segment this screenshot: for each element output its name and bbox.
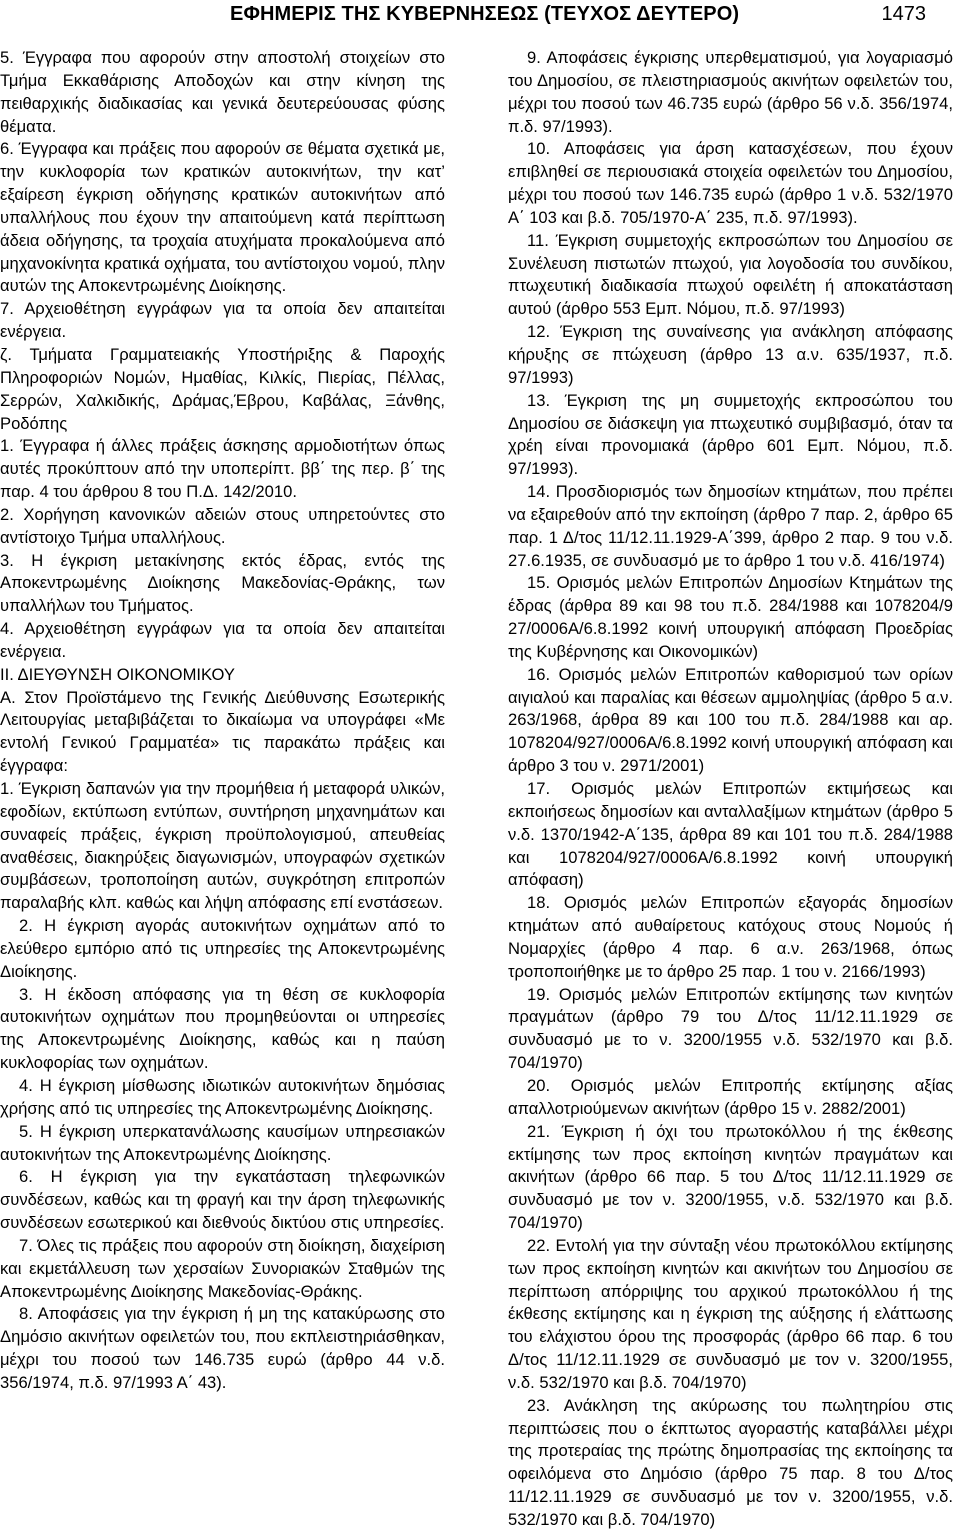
paragraph: 17. Ορισμός μελών Επιτροπών εκτιμήσεως και εκποιήσεως δημοσίων και ανταλλαξίμων κτημάτων (άρθρο 5 ν.δ. 1370/1942-Α΄135, άρθρα 89 και 101 του π.δ. 284/1988 και 1078204/927/0006Α/6.8.1992 κοινή υπουργική απόφαση) (508, 779, 953, 890)
paragraph: 7. Όλες τις πράξεις που αφορούν στη διοίκηση, διαχείριση και εκμετάλλευση των χερσαίων Συνοριακών Σταθμών της Αποκεντρωμένης Διοίκησης Μακεδονίας-Θράκης. (0, 1235, 446, 1301)
paragraph: 5. Η έγκριση υπερκατανάλωσης καυσίμων υπηρεσιακών αυτοκινήτων της Αποκεντρωμένης Διοίκησης. (0, 1121, 445, 1164)
paragraph: 2. Χορήγηση κανονικών αδειών στους υπηρετούντες στο αντίστοιχο Τμήμα υπαλλήλους. (0, 504, 445, 547)
paragraph: 3. Η έκδοση απόφασης για τη θέση σε κυκλοφορία αυτοκινήτων οχημάτων που προμηθεύονται οι υπηρεσίες της Αποκεντρωμένης Διοίκησης, καθώς και η παύση κυκλοφορίας των οχημάτων. (0, 984, 445, 1073)
paragraph: 9. Αποφάσεις έγκρισης υπερθεματισμού, για λογαριασμό του Δημοσίου, σε πλειστηριασμούς ακινήτων οφειλετών του, μέχρι του ποσού των 46.735 ευρώ (άρθρο 56 ν.δ. 356/1974, π.δ. 97/1993). (508, 48, 953, 136)
paragraph: 6. Έγγραφα και πράξεις που αφορούν σε θέματα σχετικά με, την κυκλοφορία των κρατικών αυτοκινήτων, την κατ’ εξαίρεση έγκριση οδήγησης κρατικών αυτοκινήτων από υπαλλήλους που έχουν την απαιτούμενη κατά περίπτωση άδεια οδήγησης, τα τροχαία ατυχήματα προκαλούμενα από μηχανοκίνητα κρατικά οχήματα, του αντίστοιχου νομού, πλην αυτών της Αποκεντρωμένης Διοίκησης. (0, 139, 445, 296)
paragraph: 8. Αποφάσεις για την έγκριση ή μη της κατακύρωσης στο Δημόσιο ακινήτων οφειλετών του, που εκπλειστηριάσθηκαν, μέχρι του ποσού των 146.735 ευρώ (άρθρο 44 ν.δ. 356/1974, π.δ. 97/1993 Α΄ 43). (0, 1304, 445, 1392)
paragraph: 16. Ορισμός μελών Επιτροπών καθορισμού των ορίων αιγιαλού και παραλίας και θέσεων αμμοληψίας (άρθρο 5 α.ν. 263/1968, άρθρα 89 και 100 του π.δ. 284/1988 και αρ. 1078204/927/0006Α/6.8.1992 κοινή υπουργική απόφαση και άρθρο 3 του ν. 2971/2001) (508, 664, 953, 776)
page-number: 1473 (881, 3, 926, 25)
paragraph: 12. Έγκριση της συναίνεσης για ανάκληση απόφασης κήρυξης σε πτώχευση (άρθρο 13 α.ν. 635/1937, π.δ. 97/1993) (508, 322, 953, 387)
paragraph: 18. Ορισμός μελών Επιτροπών εξαγοράς δημοσίων κτημάτων από αυθαίρετους κατόχους στους Νομούς ή Νομαρχίες (άρθρο 4 παρ. 6 α.ν. 263/1968, όπως τροποποιήθηκε με το άρθρο 25 παρ. 1 του ν. 2166/1993) (508, 893, 953, 981)
paragraph: 7. Αρχειοθέτηση εγγράφων για τα οποία δεν απαιτείται ενέργεια. (0, 299, 445, 342)
page-header (0, 0, 960, 44)
right-column (508, 47, 953, 1532)
paragraph: 4. Η έγκριση μίσθωσης ιδιωτικών αυτοκινήτων δημόσιας χρήσης από τις υπηρεσίες της Αποκεντρωμένης Διοίκησης. (0, 1075, 445, 1118)
paragraph: 6. Η έγκριση για την εγκατάσταση τηλεφωνικών συνδέσεων, καθώς και τη φραγή και την άρση τηλεφωνικής συνδέσεων εσωτερικού και διεθνούς δικτύου στις υπηρεσίες. (0, 1167, 445, 1233)
gazette-title: ΕΦΗΜΕΡΙΣ ΤΗΣ ΚΥΒΕΡΝΗΣΕΩΣ (ΤΕΥΧΟΣ ΔΕΥΤΕΡΟ) (230, 3, 740, 25)
paragraph: 22. Εντολή για την σύνταξη νέου πρωτοκόλλου εκτίμησης των προς εκποίηση κινητών και ακινήτων του Δημοσίου σε περίπτωση απόρριψης του αρχικού πρωτοκόλλου ή της έκθεσης εκτίμησης και η έγκριση της αύξησης ή ελάττωσης του ελάχιστου όρου της προσφοράς (άρθρο 66 παρ. 6 του Δ/τος 11/12.11.1929 σε συνδυασμό με τον ν. 3200/1955, ν.δ. 532/1970 και β.δ. 704/1970) (508, 1235, 953, 1392)
section-heading: ζ. Τμήματα Γραμματειακής Υποστήριξης & Παροχής Πληροφοριών Νομών, Ημαθίας, Κιλκίς, Πιερίας, Πέλλας, Σερρών, Χαλκιδικής, Δράμας,Έβρου, Καβάλας, Ξάνθης, Ροδόπης (0, 344, 445, 433)
paragraph: 1. Έγγραφα ή άλλες πράξεις άσκησης αρμοδιοτήτων όπως αυτές προκύπτουν από την υποπερίπτ. ββ΄ της περ. β΄ της παρ. 4 του άρθρου 8 του Π.Δ. 142/2010. (0, 436, 445, 502)
left-column (0, 47, 445, 1395)
paragraph: 14. Προσδιορισμός των δημοσίων κτημάτων, που πρέπει να εξαιρεθούν από την εκποίηση (άρθρο 7 παρ. 2, άρθρο 65 παρ. 1 Δ/τος 11/12.11.1929-Α΄399, άρθρο 2 παρ. 9 του ν.δ. 27.6.1935, σε συνδυασμό με το άρθρο 1 του ν.δ. 416/1974) (508, 482, 953, 570)
paragraph: 15. Ορισμός μελών Επιτροπών Δημοσίων Κτημάτων της έδρας (άρθρα 89 και 98 του π.δ. 284/1988 και 1078204/9 27/0006Α/6.8.1992 κοινή υπουργική απόφαση Προεδρίας της Κυβέρνησης και Οικονομικών) (508, 573, 953, 661)
paragraph: 4. Αρχειοθέτηση εγγράφων για τα οποία δεν απαιτείται ενέργεια. (0, 619, 445, 661)
paragraph: 11. Έγκριση συμμετοχής εκπροσώπων του Δημοσίου σε Συνέλευση πιστωτών πτωχού, για λογοδοσία του συνδίκου, πτωχευτική διαδικασία πτωχού οφειλέτη ή αποκατάσταση αυτού (άρθρο 553 Εμπ. Νόμου, π.δ. 97/1993) (508, 230, 953, 319)
section-heading: ΙΙ. ΔΙΕΥΘΥΝΣΗ ΟΙΚΟΝΟΜΙΚΟΥ (0, 664, 236, 684)
paragraph: 2. Η έγκριση αγοράς αυτοκινήτων οχημάτων από το ελεύθερο εμπόριο από τις υπηρεσίες της Αποκεντρωμένης Διοίκησης. (0, 916, 445, 981)
paragraph: 20. Ορισμός μελών Επιτροπής εκτίμησης αξίας απαλλοτριούμενων ακινήτων (άρθρο 15 ν. 2882/2001) (508, 1075, 953, 1118)
paragraph: 10. Αποφάσεις για άρση κατασχέσεων, που έχουν επιβληθεί σε περιουσιακά στοιχεία οφειλετών του Δημοσίου, μέχρι του ποσού των 146.735 ευρώ (άρθρο 1 ν.δ. 532/1970 Α΄ 103 και β.δ. 705/1970-Α΄ 235, π.δ. 97/1993). (508, 139, 953, 227)
paragraph: 13. Έγκριση της μη συμμετοχής εκπροσώπου του Δημοσίου σε διάσκεψη για πτωχευτικό συμβιβασμό, όταν τα χρέη είναι προνομιακά (άρθρο 601 Εμπ. Νόμου, π.δ. 97/1993). (508, 390, 953, 479)
paragraph: 23. Ανάκληση της ακύρωσης του πωλητηρίου στις περιπτώσεις που ο έκπτωτος αγοραστής καταβάλλει μέχρι της προτεραίας της πρώτης δημοπρασίας της εκποίησης τα οφειλόμενα στο Δημόσιο (άρθρο 75 παρ. 8 του Δ/τος 11/12.11.1929 σε συνδυασμό με τον ν. 3200/1955, ν.δ. 532/1970 και β.δ. 704/1970) (508, 1395, 953, 1529)
paragraph: 21. Έγκριση ή όχι του πρωτοκόλλου ή της έκθεσης εκτίμησης των προς εκποίηση κινητών πραγμάτων και ακινήτων (άρθρο 66 παρ. 5 του Δ/τος 11/12.11.1929 σε συνδυασμό με τον ν. 3200/1955, ν.δ. 532/1970 και β.δ. 704/1970) (508, 1121, 953, 1233)
paragraph: 19. Ορισμός μελών Επιτροπών εκτίμησης των κινητών πραγμάτων (άρθρο 79 του Δ/τος 11/12.11.1929 σε συνδυασμό με το ν. 3200/1955 ν.δ. 532/1970 και β.δ. 704/1970) (508, 984, 953, 1073)
paragraph: Α. Στον Προϊστάμενο της Γενικής Διεύθυνσης Εσωτερικής Λειτουργίας μεταβιβάζεται το δικαίωμα να υπογράφει «Με εντολή Γενικού Γραμματέα» τις παρακάτω πράξεις και έγγραφα: (0, 687, 445, 776)
paragraph: 5. Έγγραφα που αφορούν στην αποστολή στοιχείων στο Τμήμα Εκκαθάρισης Αποδοχών και στην κίνηση της πειθαρχικής διαδικασίας και γενικά δευτερεύουσας φύσης θέματα. (0, 48, 445, 136)
paragraph: 1. Έγκριση δαπανών για την προμήθεια ή μεταφορά υλικών, εφοδίων, εκτύπωση εντύπων, συντήρηση μηχανημάτων και συναφείς πράξεις, έγκριση προϋπολογισμού, απευθείας αναθέσεις, διακηρύξεις διαγωνισμών, υπογραφών σχετικών συμβάσεων, τροποποίηση αυτών, συγκρότηση επιτροπών παραλαβής κλπ. καθώς και λήψη απόφασης επί ενστάσεων. (0, 779, 445, 913)
paragraph: 3. Η έγκριση μετακίνησης εκτός έδρας, εντός της Αποκεντρωμένης Διοίκησης Μακεδονίας-Θράκης, των υπαλλήλων του Τμήματος. (0, 550, 445, 616)
